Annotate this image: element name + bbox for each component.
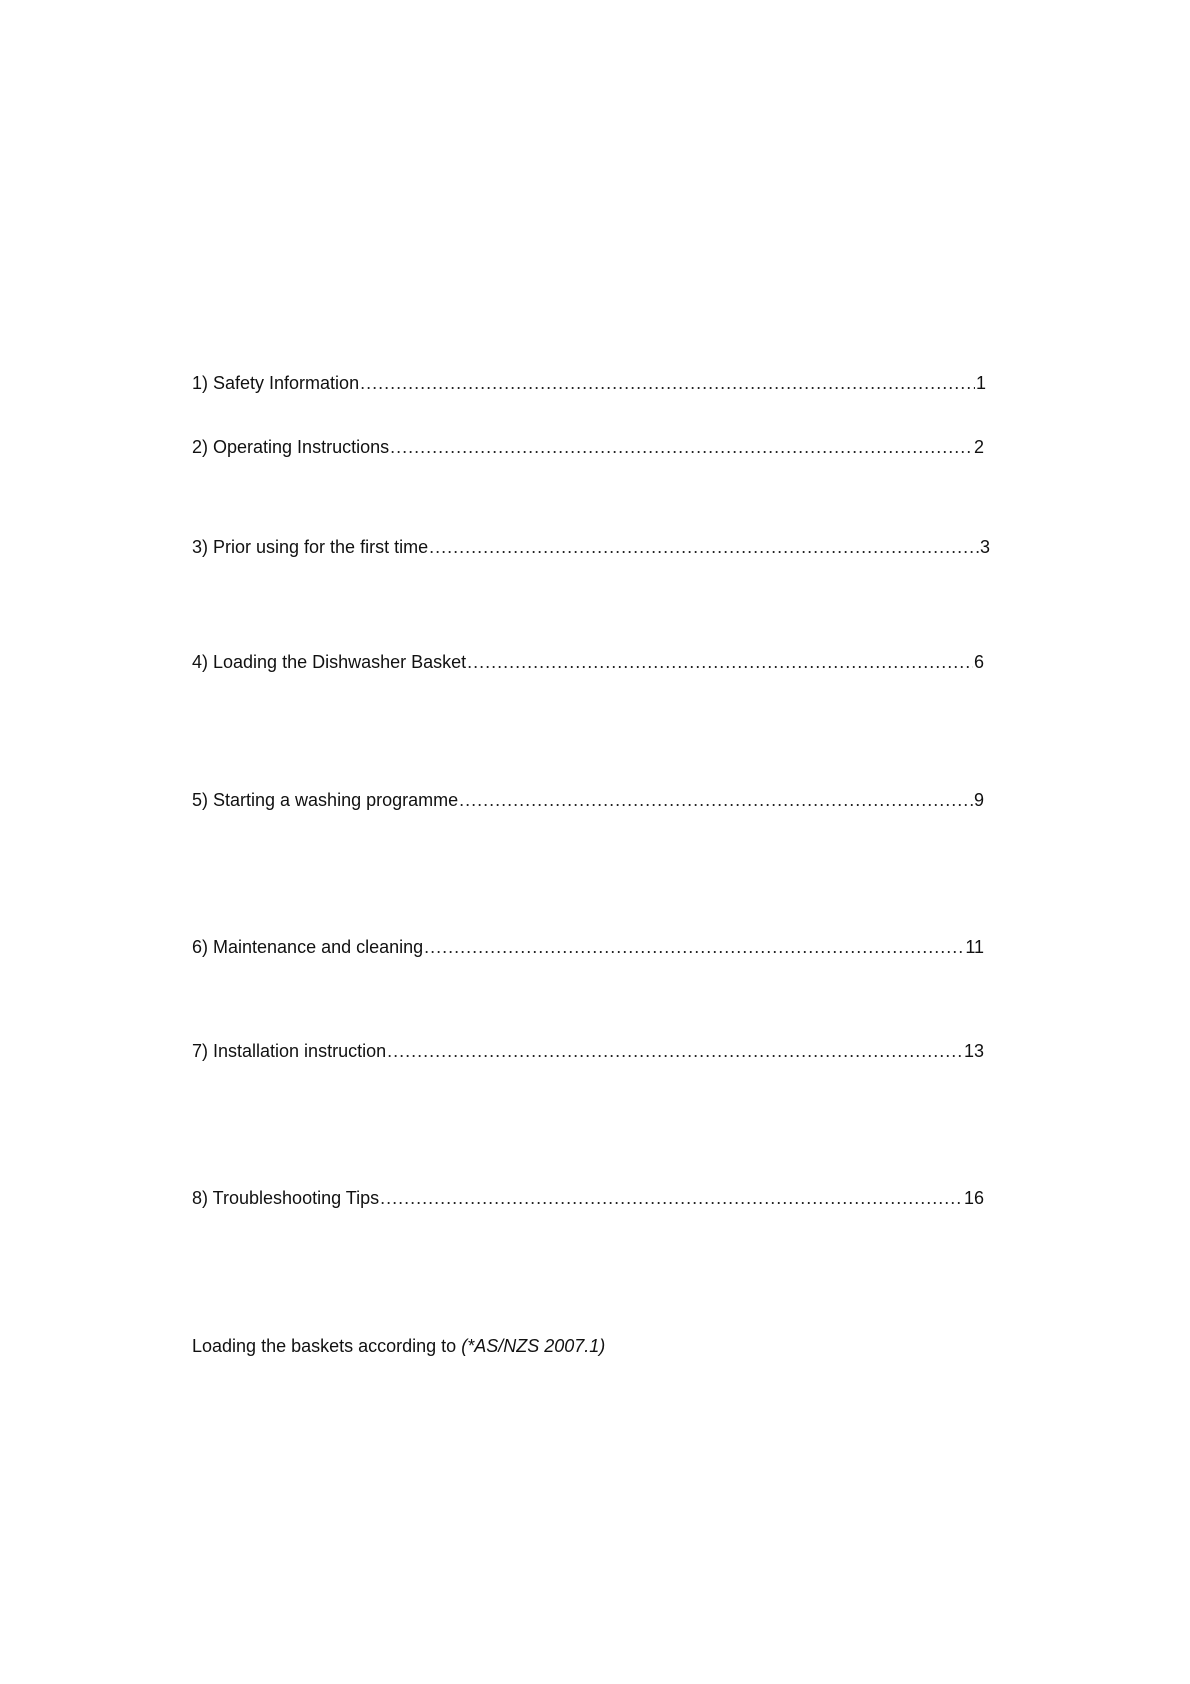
dot-leader: [424, 937, 964, 958]
toc-page-number: 11: [965, 937, 984, 957]
toc-label: 5) Starting a washing programme: [192, 790, 459, 810]
dot-leader: [360, 373, 975, 394]
toc-label: 3) Prior using for the first time: [192, 537, 429, 557]
standard-reference: (*AS/NZS 2007.1): [461, 1336, 606, 1356]
dot-leader: [387, 1041, 963, 1062]
toc-entry-troubleshooting[interactable]: [192, 1188, 984, 1209]
toc-entry-safety[interactable]: [192, 373, 986, 394]
toc-entry-installation[interactable]: [192, 1041, 984, 1062]
toc-label: 2) Operating Instructions: [192, 437, 390, 457]
toc-page-number: 16: [963, 1188, 984, 1208]
loading-note: [192, 1336, 605, 1357]
toc-page-number: 1: [975, 373, 986, 393]
dot-leader: [390, 437, 973, 458]
toc-page-number: 6: [973, 652, 984, 672]
toc-label: 1) Safety Information: [192, 373, 360, 393]
toc-label: 7) Installation instruction: [192, 1041, 387, 1061]
toc-page-number: 9: [973, 790, 984, 810]
toc-entry-loading-basket[interactable]: [192, 652, 984, 673]
toc-entry-operating[interactable]: [192, 437, 984, 458]
toc-page-number: 3: [979, 537, 990, 557]
dot-leader: [380, 1188, 963, 1209]
note-text: Loading the baskets according to: [192, 1336, 457, 1356]
toc-page-number: 13: [963, 1041, 984, 1061]
dot-leader: [429, 537, 979, 558]
dot-leader: [467, 652, 973, 673]
toc-entry-washing-programme[interactable]: [192, 790, 984, 811]
toc-page-number: 2: [973, 437, 984, 457]
toc-entry-maintenance[interactable]: [192, 937, 984, 958]
toc-label: 6) Maintenance and cleaning: [192, 937, 424, 957]
toc-entry-first-use[interactable]: [192, 537, 990, 558]
toc-label: 4) Loading the Dishwasher Basket: [192, 652, 467, 672]
toc-label: 8) Troubleshooting Tips: [192, 1188, 380, 1208]
dot-leader: [459, 790, 973, 811]
